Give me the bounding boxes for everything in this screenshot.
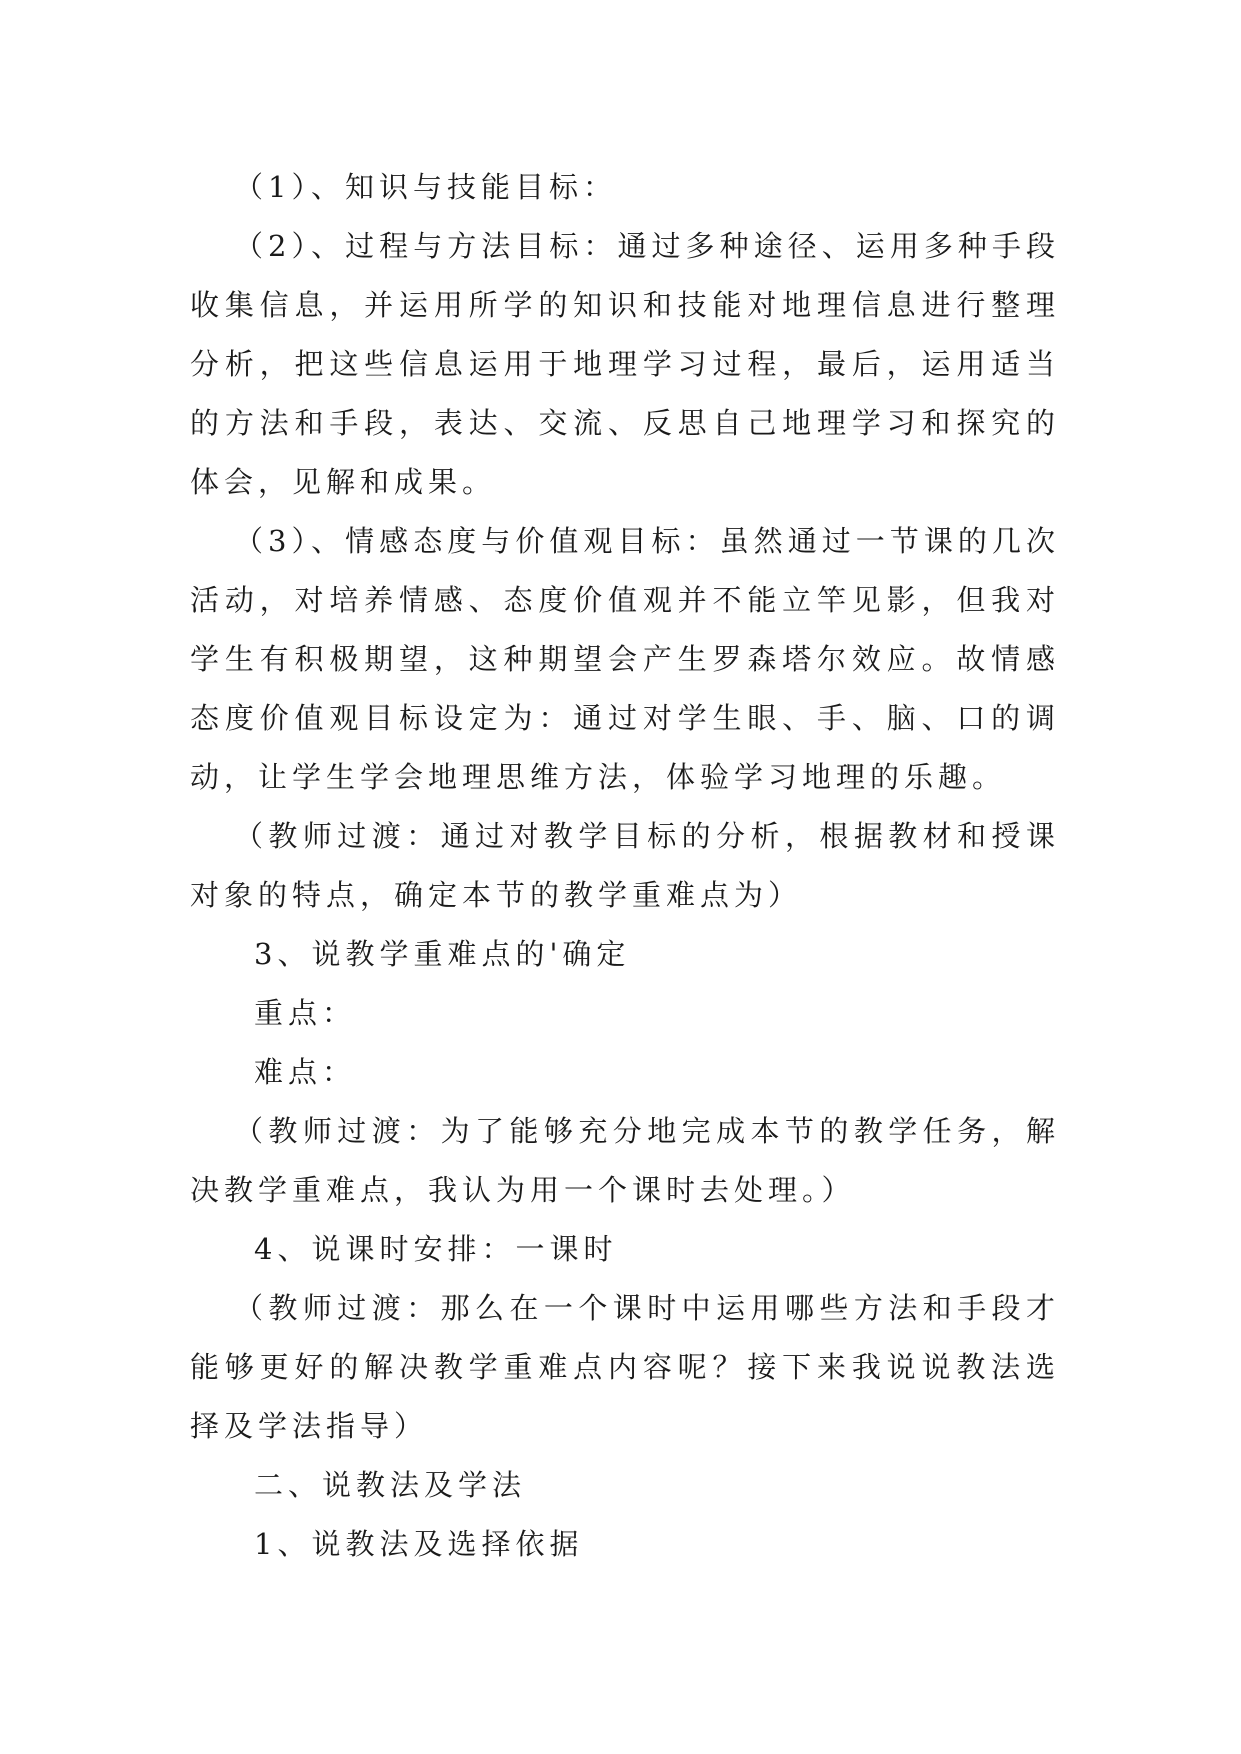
transition-3-paragraph: （教师过渡：那么在一个课时中运用哪些方法和手段才能够更好的解决教学重难点内容呢？接下来我说说教法选择及学法指导） — [190, 1291, 1060, 1443]
section-1-heading: 1、说教法及选择依据 — [254, 1527, 584, 1561]
objective-2-paragraph: （2）、过程与方法目标：通过多种途径、运用多种手段收集信息，并运用所学的知识和技能对地理信息进行整理分析，把这些信息运用于地理学习过程，最后，运用适当的方法和手段，表达、交流、反思自己地理学习和探究的体会，见解和成果。 — [190, 229, 1060, 499]
section-4-heading: 4、说课时安排：一课时 — [254, 1232, 618, 1266]
transition-1-paragraph: （教师过渡：通过对教学目标的分析，根据教材和授课对象的特点，确定本节的教学重难点为） — [190, 819, 1060, 912]
transition-2-paragraph: （教师过渡：为了能够充分地完成本节的教学任务，解决教学重难点，我认为用一个课时去处理。） — [190, 1114, 1060, 1207]
part-2-heading: 二、说教法及学法 — [254, 1468, 527, 1502]
difficult-point-label: 难点： — [254, 1055, 357, 1089]
document-body — [190, 158, 1060, 1574]
section-3-heading: 3、说教学重难点的'确定 — [254, 937, 631, 971]
key-point-label: 重点： — [254, 996, 357, 1030]
objective-3-paragraph: （3）、情感态度与价值观目标：虽然通过一节课的几次活动，对培养情感、态度价值观并不能立竿见影，但我对学生有积极期望，这种期望会产生罗森塔尔效应。故情感态度价值观目标设定为：通过对学生眼、手、脑、口的调动，让学生学会地理思维方法，体验学习地理的乐趣。 — [190, 524, 1060, 794]
objective-1-paragraph: （1）、知识与技能目标： — [234, 170, 617, 204]
